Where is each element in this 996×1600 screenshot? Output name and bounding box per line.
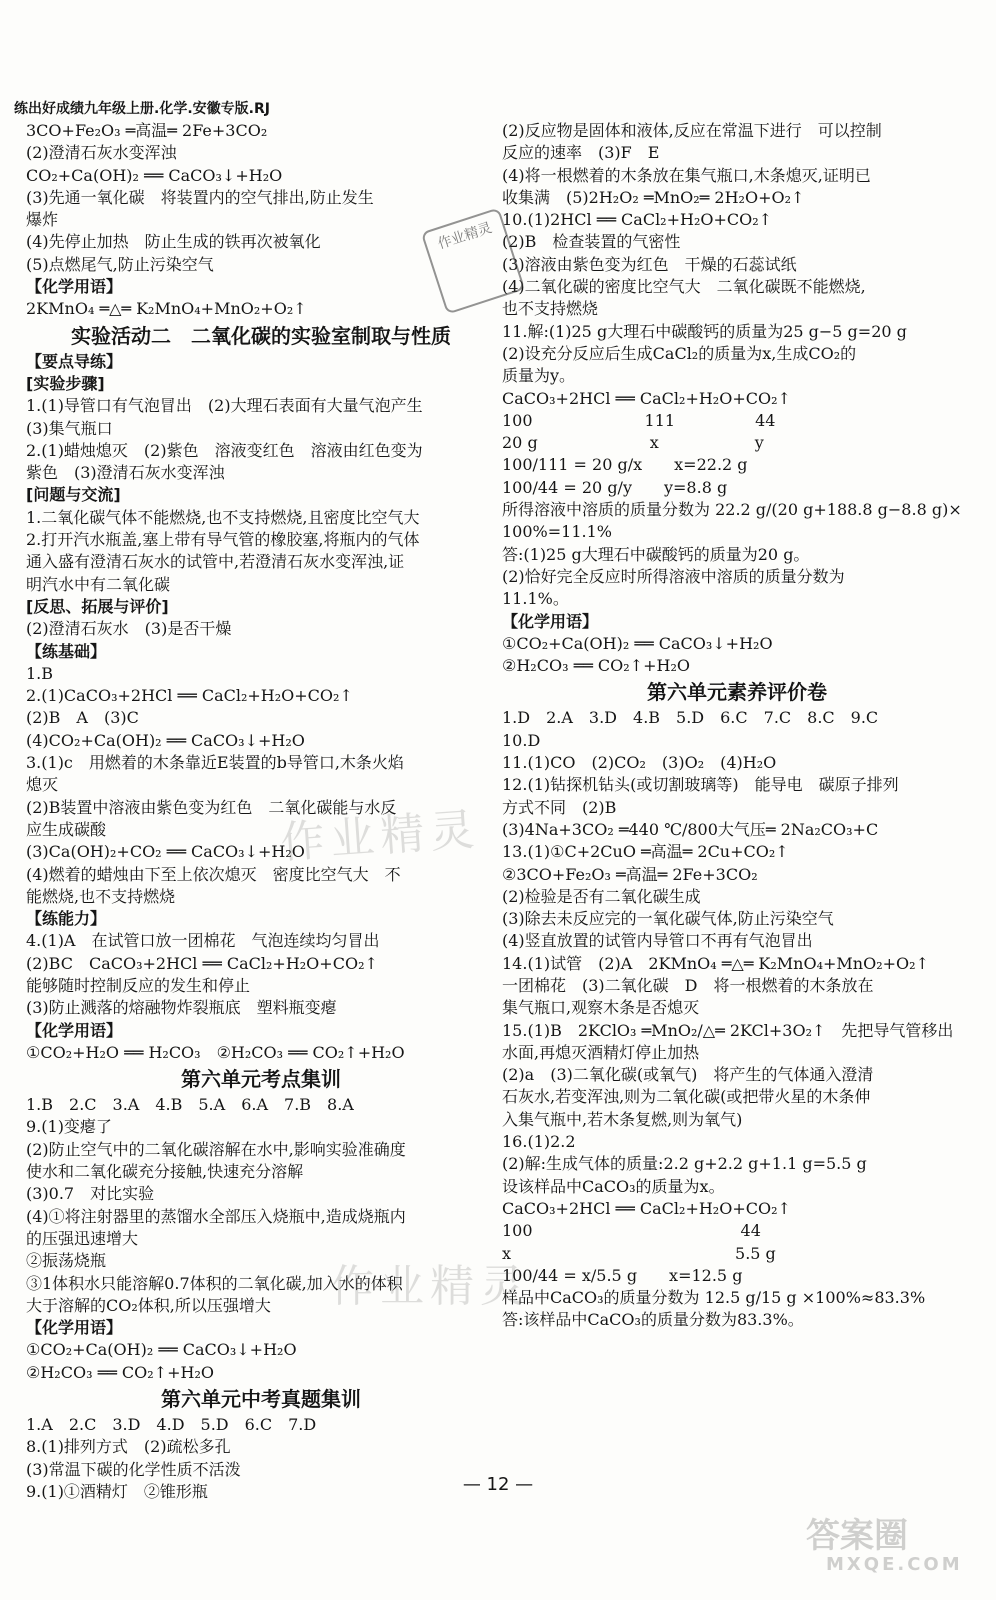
text-line: 紫色 (3)澄清石灰水变浑浊 (26, 463, 225, 483)
text-line: (2)a (3)二氧化碳(或氧气) 将产生的气体通入澄清 (502, 1065, 874, 1085)
text-line: CO₂+Ca(OH)₂ ══ CaCO₃↓+H₂O (26, 165, 283, 185)
text-line: 15.(1)B 2KClO₃ ═MnO₂/△═ 2KCl+3O₂↑ 先把导气管移出 (502, 1020, 954, 1040)
text-line: (4)将一根燃着的木条放在集气瓶口,木条熄灭,证明已 (502, 165, 871, 185)
text-line: 熄灭 (26, 775, 59, 795)
text-line: (4)竖直放置的试管内导管口不再有气泡冒出 (502, 931, 813, 951)
text-line: 明汽水中有二氧化碳 (26, 574, 171, 594)
text-line: 所得溶液中溶质的质量分数为 22.2 g/(20 g+188.8 g−8.8 g)× (502, 500, 962, 520)
text-line: ①CO₂+Ca(OH)₂ ══ CaCO₃↓+H₂O (502, 633, 773, 653)
text-line: (4)燃着的蜡烛由下至上依次熄灭 密度比空气大 不 (26, 864, 401, 884)
corner-logo: 答案圈 (806, 1516, 908, 1556)
text-line: (3)先通一氧化碳 将装置内的空气排出,防止发生 (26, 187, 374, 207)
text-line: 1.A 2.C 3.D 4.D 5.D 6.C 7.D (26, 1415, 317, 1435)
corner-logo-url: MXQE.COM (826, 1554, 963, 1575)
text-line: 10.D (502, 730, 541, 750)
text-line: [问题与交流] (26, 485, 121, 505)
text-line: 1.D 2.A 3.D 4.B 5.D 6.C 7.C 8.C 9.C (502, 708, 879, 728)
text-line: 11.1%。 (502, 589, 569, 609)
text-line: 8.(1)排列方式 (2)疏松多孔 (26, 1437, 231, 1457)
text-line: 14.(1)试管 (2)A 2KMnO₄ ═△═ K₂MnO₄+MnO₂+O₂↑ (502, 953, 929, 973)
text-line: 4.(1)A 在试管口放一团棉花 气泡连续均匀冒出 (26, 931, 380, 951)
text-line: (2)恰好完全反应时所得溶液中溶质的质量分数为 (502, 566, 845, 586)
watermark-text: 作业精灵 (330, 1261, 530, 1312)
text-line: 【化学用语】 (26, 277, 123, 297)
text-line: 石灰水,若变浑浊,则为二氧化碳(或把带火星的木条伸 (502, 1087, 871, 1107)
text-line: ③1体积水只能溶解0.7体积的二氧化碳,加入水的体积 (26, 1273, 403, 1293)
text-line: 1.(1)导管口有气泡冒出 (2)大理石表面有大量气泡产生 (26, 396, 423, 416)
text-line: 3.(1)c 用燃着的木条靠近E装置的b导管口,木条火焰 (26, 753, 404, 773)
text-line: ②3CO+Fe₂O₃ ═高温═ 2Fe+3CO₂ (502, 864, 758, 884)
text-line: 的压强迅速增大 (26, 1228, 139, 1248)
text-line: 反应的速率 (3)F E (502, 143, 660, 163)
text-line: 设该样品中CaCO₃的质量为x。 (502, 1176, 725, 1196)
text-line: 13.(1)①C+2CuO ═高温═ 2Cu+CO₂↑ (502, 842, 789, 862)
text-line: 爆炸 (26, 210, 59, 230)
text-line: 100/44 = 20 g/y y=8.8 g (502, 477, 728, 497)
section-title: 第六单元考点集训 (181, 1067, 341, 1092)
right-column (502, 120, 972, 1332)
text-line: 9.(1)①酒精灯 ②锥形瓶 (26, 1481, 208, 1501)
text-line: CaCO₃+2HCl ══ CaCl₂+H₂O+CO₂↑ (502, 1198, 791, 1218)
text-line: 2.(1)蜡烛熄灭 (2)紫色 溶液变红色 溶液由红色变为 (26, 440, 423, 460)
text-line: 答:该样品中CaCO₃的质量分数为83.3%。 (502, 1310, 804, 1330)
text-line: 100/44 = x/5.5 g x=12.5 g (502, 1265, 743, 1285)
text-line: 【要点导练】 (26, 351, 123, 371)
text-line: CaCO₃+2HCl ══ CaCl₂+H₂O+CO₂↑ (502, 388, 791, 408)
text-line: 100/111 = 20 g/x x=22.2 g (502, 455, 748, 475)
text-line: 收集满 (5)2H₂O₂ ═MnO₂═ 2H₂O+O₂↑ (502, 187, 805, 207)
text-line: 100 44 (502, 1221, 761, 1241)
text-line: 【化学用语】 (502, 611, 599, 631)
page-number: — 12 — (462, 1474, 534, 1495)
text-line: x 5.5 g (502, 1243, 776, 1263)
text-line: 能燃烧,也不支持燃烧 (26, 886, 176, 906)
text-line: ②振荡烧瓶 (26, 1251, 107, 1271)
section-title: 实验活动二 二氧化碳的实验室制取与性质 (71, 323, 451, 348)
text-line: 【化学用语】 (26, 1318, 123, 1338)
text-line: (3)Ca(OH)₂+CO₂ ══ CaCO₃↓+H₂O (26, 842, 305, 862)
text-line: (2)检验是否有二氧化碳生成 (502, 886, 701, 906)
text-line: ①CO₂+H₂O ══ H₂CO₃ ②H₂CO₃ ══ CO₂↑+H₂O (26, 1042, 405, 1062)
text-line: 100 111 44 (502, 410, 776, 430)
text-line: (2)防止空气中的二氧化碳溶解在水中,影响实验准确度 (26, 1139, 406, 1159)
text-line: (2)B A (3)C (26, 708, 139, 728)
text-line: 12.(1)钻探机钻头(或切割玻璃等) 能导电 碳原子排列 (502, 775, 899, 795)
text-line: 水面,再熄灭酒精灯停止加热 (502, 1042, 700, 1062)
text-line: ②H₂CO₃ ══ CO₂↑+H₂O (26, 1362, 214, 1382)
text-line: 2KMnO₄ ═△═ K₂MnO₄+MnO₂+O₂↑ (26, 299, 307, 319)
text-line: (3)防止溅落的熔融物炸裂瓶底 塑料瓶变瘪 (26, 998, 337, 1018)
text-line: 【化学用语】 (26, 1020, 123, 1040)
section-title: 第六单元中考真题集训 (161, 1387, 361, 1412)
text-line: 1.B (26, 663, 54, 683)
text-line: (2)设充分反应后生成CaCl₂的质量为x,生成CO₂的 (502, 343, 857, 363)
text-line: (3)集气瓶口 (26, 418, 113, 438)
text-line: (3)4Na+3CO₂ ═440 ℃/800大气压═ 2Na₂CO₃+C (502, 819, 879, 839)
text-line: 1.二氧化碳气体不能燃烧,也不支持燃烧,且密度比空气大 (26, 507, 420, 527)
text-line: 方式不同 (2)B (502, 797, 617, 817)
text-line: (4)二氧化碳的密度比空气大 二氧化碳既不能燃烧, (502, 277, 866, 297)
text-line: (3)0.7 对比实验 (26, 1184, 155, 1204)
text-line: 能够随时控制反应的发生和停止 (26, 975, 251, 995)
section-title: 第六单元素养评价卷 (647, 680, 827, 705)
text-line: 9.(1)变瘪了 (26, 1117, 112, 1137)
watermark-text: 作业精灵 (278, 804, 482, 869)
stamp-watermark: 作业精灵 (421, 207, 526, 314)
text-line: 100%=11.1% (502, 522, 612, 542)
text-line: (4)CO₂+Ca(OH)₂ ══ CaCO₃↓+H₂O (26, 730, 305, 750)
text-line: 答:(1)25 g大理石中碳酸钙的质量为20 g。 (502, 544, 810, 564)
text-line: (5)点燃尾气,防止污染空气 (26, 254, 214, 274)
text-line: (4)先停止加热 防止生成的铁再次被氧化 (26, 232, 321, 252)
text-line: [反思、拓展与评价] (26, 596, 169, 616)
text-line: (2)澄清石灰水变浑浊 (26, 143, 177, 163)
text-line: 16.(1)2.2 (502, 1132, 576, 1152)
text-line: 质量为y。 (502, 366, 576, 386)
text-line: 1.B 2.C 3.A 4.B 5.A 6.A 7.B 8.A (26, 1095, 354, 1115)
text-line: 应生成碳酸 (26, 819, 107, 839)
text-line: (3)除去未反应完的一氧化碳气体,防止污染空气 (502, 909, 834, 929)
text-line: 大于溶解的CO₂体积,所以压强增大 (26, 1295, 271, 1315)
text-line: 通入盛有澄清石灰水的试管中,若澄清石灰水变浑浊,证 (26, 552, 405, 572)
text-line: 2.(1)CaCO₃+2HCl ══ CaCl₂+H₂O+CO₂↑ (26, 686, 353, 706)
text-line: 【练基础】 (26, 641, 107, 661)
text-line: ②H₂CO₃ ══ CO₂↑+H₂O (502, 656, 690, 676)
text-line: (4)①将注射器里的蒸馏水全部压入烧瓶中,造成烧瓶内 (26, 1206, 406, 1226)
text-line: 20 g x y (502, 433, 764, 453)
text-line: (3)溶液由紫色变为红色 干燥的石蕊试纸 (502, 254, 797, 274)
text-line: 10.(1)2HCl ══ CaCl₂+H₂O+CO₂↑ (502, 210, 773, 230)
text-line: 11.(1)CO (2)CO₂ (3)O₂ (4)H₂O (502, 753, 777, 773)
text-line: 集气瓶口,观察木条是否熄灭 (502, 998, 700, 1018)
text-line: (2)B装置中溶液由紫色变为红色 二氧化碳能与水反 (26, 797, 397, 817)
text-line: 也不支持燃烧 (502, 299, 599, 319)
text-line: 一团棉花 (3)二氧化碳 D 将一根燃着的木条放在 (502, 975, 874, 995)
text-line: (2)解:生成气体的质量:2.2 g+2.2 g+1.1 g=5.5 g (502, 1154, 867, 1174)
text-line: (3)常温下碳的化学性质不活泼 (26, 1459, 241, 1479)
text-line: 3CO+Fe₂O₃ ═高温═ 2Fe+3CO₂ (26, 121, 268, 140)
text-line: (2)反应物是固体和液体,反应在常温下进行 可以控制 (502, 121, 882, 140)
text-line: (2)BC CaCO₃+2HCl ══ CaCl₂+H₂O+CO₂↑ (26, 953, 378, 973)
text-line: 样品中CaCO₃的质量分数为 12.5 g/15 g ×100%≈83.3% (502, 1288, 926, 1308)
text-line: 【练能力】 (26, 909, 107, 929)
text-line: 入集气瓶中,若木条复燃,则为氧气) (502, 1109, 743, 1129)
text-line: 11.解:(1)25 g大理石中碳酸钙的质量为25 g−5 g=20 g (502, 321, 907, 341)
text-line: (2)澄清石灰水 (3)是否干燥 (26, 619, 232, 639)
text-line: ①CO₂+Ca(OH)₂ ══ CaCO₃↓+H₂O (26, 1340, 297, 1360)
book-header: 练出好成绩九年级上册.化学.安徽专版.RJ (14, 101, 270, 117)
text-line: 2.打开汽水瓶盖,塞上带有导气管的橡胶塞,将瓶内的气体 (26, 530, 420, 550)
text-line: (2)B 检查装置的气密性 (502, 232, 681, 252)
text-line: 使水和二氧化碳充分接触,快速充分溶解 (26, 1162, 304, 1182)
text-line: [实验步骤] (26, 373, 105, 393)
